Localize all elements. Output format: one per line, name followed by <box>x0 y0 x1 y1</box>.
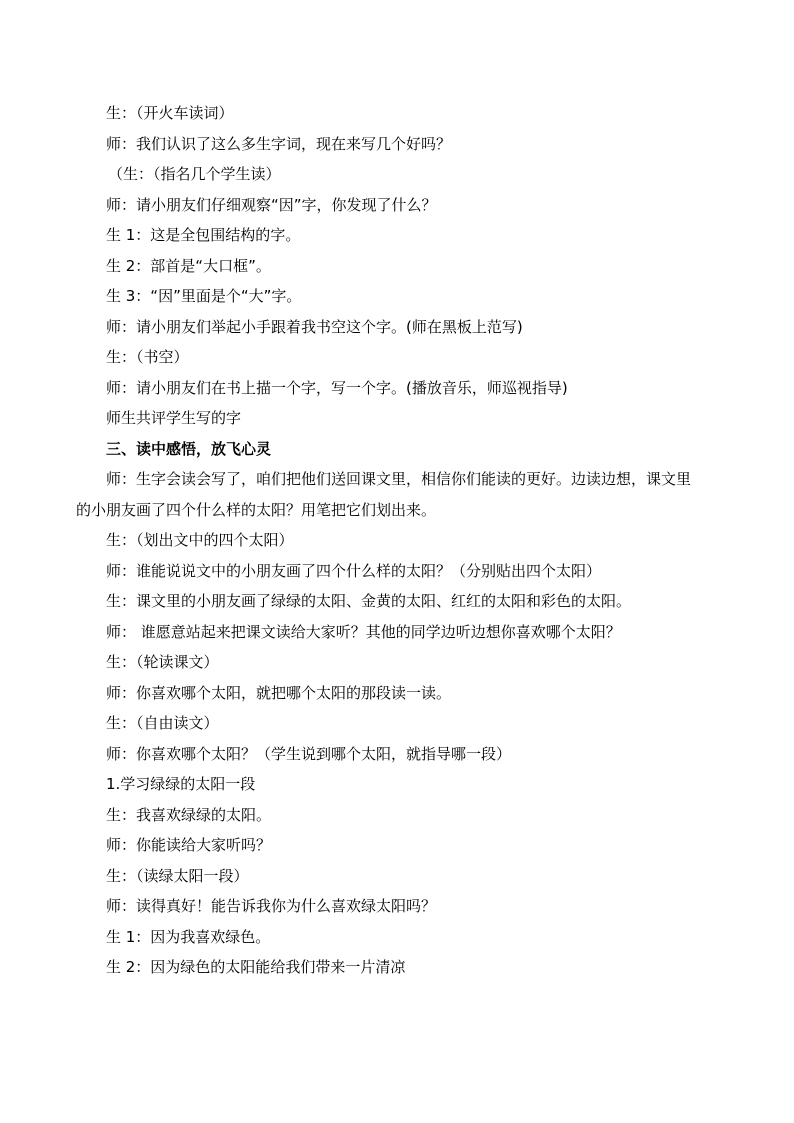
text-line: 师： 谁愿意站起来把课文读给大家听？其他的同学边听边想你喜欢哪个太阳？ <box>106 622 621 641</box>
text-line: 师生共评学生写的字 <box>106 409 242 427</box>
text-line: 生 3：“因”里面是个“大”字。 <box>106 287 302 305</box>
text-line: 师：谁能说说文中的小朋友画了四个什么样的太阳？（分别贴出四个太阳） <box>106 561 602 580</box>
text-line: （生：（指名几个学生读） <box>108 165 281 183</box>
text-line: 师：你能读给大家听吗？ <box>106 836 272 854</box>
text-line: 生：（划出文中的四个太阳） <box>106 531 294 549</box>
text-line: 师：请小朋友们在书上描一个字，写一个字。(播放音乐，师巡视指导) <box>106 378 568 397</box>
text-line: 师：读得真好！能告诉我你为什么喜欢绿太阳吗？ <box>106 897 437 915</box>
text-line: 师：你喜欢哪个太阳？（学生说到哪个太阳，就指导哪一段） <box>106 744 512 763</box>
text-line: 师：请小朋友们仔细观察“因”字，你发现了什么？ <box>106 195 437 214</box>
text-line: 生：（轮读课文） <box>106 653 219 671</box>
document-body <box>76 98 726 983</box>
text-line: 生：（自由读文） <box>106 714 219 732</box>
text-line: 生：课文里的小朋友画了绿绿的太阳、金黄的太阳、红红的太阳和彩色的太阳。 <box>106 592 632 610</box>
text-line: 生 1：这是全包围结构的字。 <box>106 226 301 244</box>
text-line: 生：（书空） <box>106 348 189 366</box>
text-line: 1.学习绿绿的太阳一段 <box>106 775 256 793</box>
text-line: 生 1：因为我喜欢绿色。 <box>106 927 271 946</box>
text-line: 生：（读绿太阳一段） <box>106 866 249 885</box>
text-line: 师：你喜欢哪个太阳，就把哪个太阳的那段读一读。 <box>106 683 452 702</box>
text-line: 生：（开火车读词） <box>106 104 234 122</box>
text-line: 师：我们认识了这么多生字词，现在来写几个好吗？ <box>106 134 452 153</box>
text-line: 师：请小朋友们举起小手跟着我书空这个字。(师在黑板上范写) <box>106 317 523 336</box>
section-heading: 三、读中感悟，放飞心灵 <box>106 439 272 458</box>
text-line: 师：生字会读会写了，咱们把他们送回课文里，相信你们能读的更好。边读边想，课文里 <box>106 470 692 488</box>
text-line: 生：我喜欢绿绿的太阳。 <box>106 805 272 824</box>
text-line: 生 2：部首是“大口框”。 <box>106 256 271 275</box>
text-line: 生 2：因为绿色的太阳能给我们带来一片清凉 <box>106 958 406 976</box>
text-line: 的小朋友画了四个什么样的太阳？用笔把它们划出来。 <box>76 500 437 519</box>
